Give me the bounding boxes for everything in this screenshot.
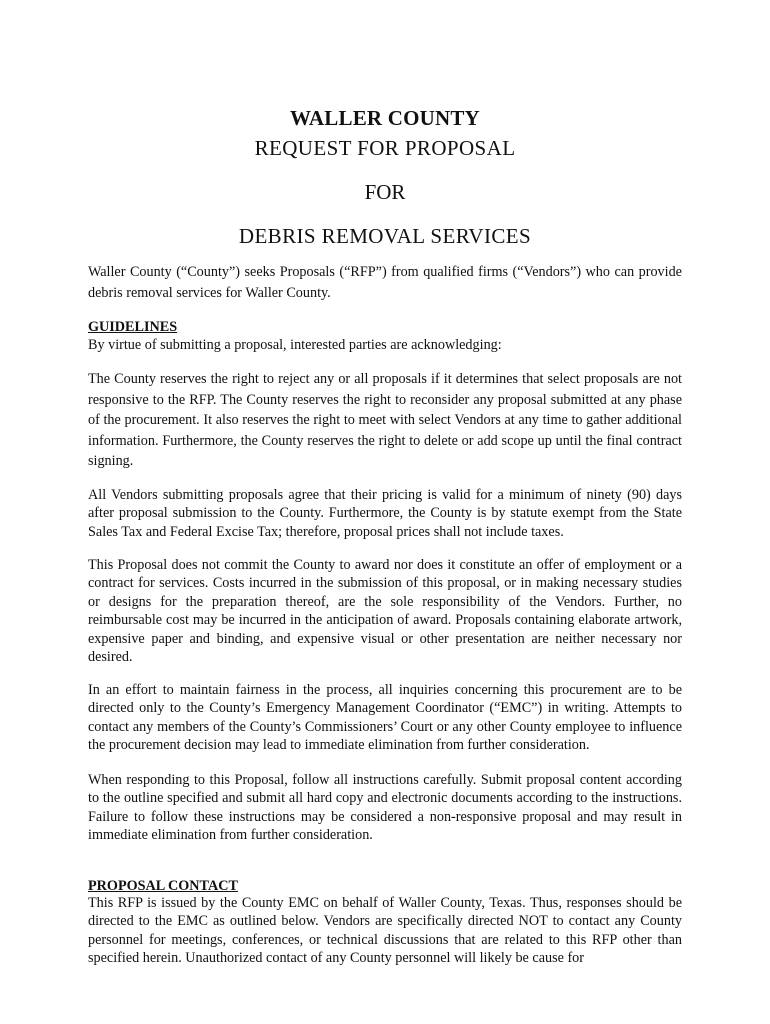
proposal-contact-heading: PROPOSAL CONTACT [88, 878, 238, 894]
guidelines-paragraph-3: This Proposal does not commit the County to award nor does it constitute an offer of employment or a contract for services. Costs incurred in the submission of this proposal, or in making necessary studies or designs for the preparation thereof, are the sole responsibility of the Vendors. Further, no reimbursable cost may be incurred in the anticipation of award. Proposals containing elaborate artwork, expensive paper and binding, and expensive visual or other presentation are neither necessary nor desired. [88, 557, 682, 666]
title-for: FOR [364, 180, 406, 204]
title-rfp: REQUEST FOR PROPOSAL [254, 136, 516, 160]
title-county: WALLER COUNTY [290, 106, 480, 130]
guidelines-paragraph-4: In an effort to maintain fairness in the process, all inquiries concerning this procurement are to be directed only to the County’s Emergency Management Coordinator (“EMC”) in writing. Attempts to contact any members of the County’s Commissioners’ Court or any other County employee to influence the procurement decision may lead to immediate elimination from further consideration. [88, 682, 682, 754]
guidelines-lead: By virtue of submitting a proposal, interested parties are acknowledging: [88, 337, 502, 353]
guidelines-paragraph-2: All Vendors submitting proposals agree that their pricing is valid for a minimum of ninety (90) days after proposal submission to the County. Furthermore, the County is by statute exempt from the State Sales Tax and Federal Excise Tax; therefore, proposal prices shall not include taxes. [88, 487, 682, 540]
title-service: DEBRIS REMOVAL SERVICES [238, 224, 532, 248]
guidelines-paragraph-1: The County reserves the right to reject any or all proposals if it determines that select proposals are not responsive to the RFP. The County reserves the right to reconsider any proposal submitted at any phase of the procurement. It also reserves the right to meet with select Vendors at any time to gather additional information. Furthermore, the County reserves the right to delete or add scope up until the final contract signing. [88, 371, 682, 470]
proposal-contact-paragraph: This RFP is issued by the County EMC on behalf of Waller County, Texas. Thus, responses should be directed to the EMC as outlined below. Vendors are specifically directed NOT to contact any County personnel for meetings, conferences, or technical discussions that are related to this RFP other than specified herein. Unauthorized contact of any County personnel will likely be cause for [88, 895, 682, 967]
intro-paragraph: Waller County (“County”) seeks Proposals (“RFP”) from qualified firms (“Vendors”) who can provide debris removal services for Waller County. [88, 264, 682, 301]
guidelines-heading: GUIDELINES [88, 319, 178, 335]
guidelines-paragraph-5: When responding to this Proposal, follow all instructions carefully. Submit proposal content according to the outline specified and submit all hard copy and electronic documents according to the instructions. Failure to follow these instructions may be considered a non-responsive proposal and may result in immediate elimination from further consideration. [88, 772, 682, 844]
